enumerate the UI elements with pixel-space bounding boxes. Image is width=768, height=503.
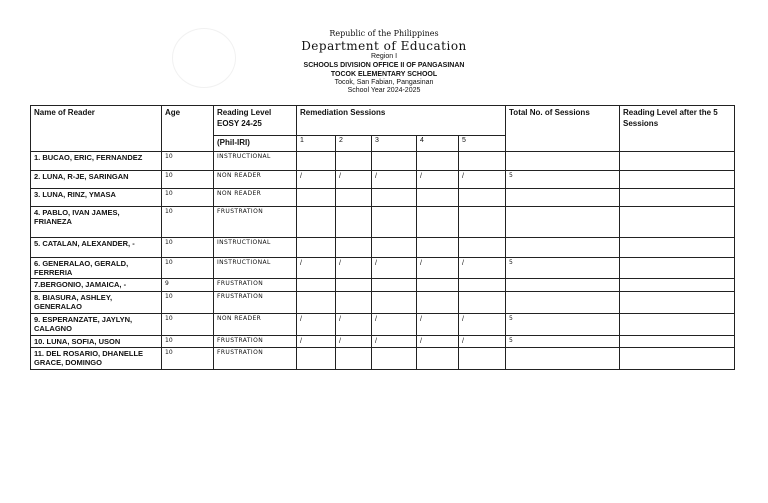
reading-level: FRUSTRATION	[214, 336, 297, 348]
session-mark	[417, 292, 459, 314]
reader-name: 3. LUNA, RINZ, YMASA	[31, 189, 162, 207]
session-mark	[297, 207, 336, 238]
reader-age: 10	[162, 189, 214, 207]
session-mark	[336, 238, 372, 258]
reading-level: FRUSTRATION	[214, 279, 297, 292]
reader-name: 4. PABLO, IVAN JAMES, FRIANEZA	[31, 207, 162, 238]
reader-name: 2. LUNA, R-JE, SARINGAN	[31, 171, 162, 189]
level-after	[620, 336, 735, 348]
session-mark: /	[459, 258, 506, 279]
total-sessions: 5	[506, 336, 620, 348]
col-header-after: Reading Level after the 5 Sessions	[620, 106, 735, 152]
table-row	[31, 207, 735, 238]
level-after	[620, 348, 735, 370]
reader-age: 10	[162, 314, 214, 336]
session-mark	[417, 238, 459, 258]
level-after	[620, 314, 735, 336]
session-mark	[336, 152, 372, 171]
table-row	[31, 292, 735, 314]
session-mark	[297, 189, 336, 207]
session-mark	[459, 279, 506, 292]
republic-line: Republic of the Philippines	[329, 29, 439, 38]
total-sessions	[506, 348, 620, 370]
session-mark: /	[336, 258, 372, 279]
total-sessions	[506, 207, 620, 238]
level-after	[620, 292, 735, 314]
session-mark	[372, 292, 417, 314]
total-sessions: 5	[506, 171, 620, 189]
session-mark	[336, 189, 372, 207]
session-mark	[372, 207, 417, 238]
reader-name: 7.BERGONIO, JAMAICA, -	[31, 279, 162, 292]
session-mark	[336, 292, 372, 314]
reader-name: 6. GENERALAO, GERALD, FERRERIA	[31, 258, 162, 279]
reader-age: 10	[162, 238, 214, 258]
session-mark	[459, 207, 506, 238]
reader-age: 10	[162, 207, 214, 238]
session-mark	[297, 348, 336, 370]
session-mark	[417, 279, 459, 292]
session-mark	[336, 279, 372, 292]
session-mark	[297, 152, 336, 171]
session-mark	[297, 238, 336, 258]
session-mark: /	[297, 314, 336, 336]
session-mark: /	[372, 336, 417, 348]
session-mark: /	[297, 258, 336, 279]
session-number: 3	[372, 136, 417, 152]
session-mark	[372, 238, 417, 258]
reader-name: 11. DEL ROSARIO, DHANELLE GRACE, DOMINGO	[31, 348, 162, 370]
region-line: Region I	[370, 53, 398, 60]
col-header-phil-iri: (Phil-IRI)	[214, 136, 297, 152]
reader-age: 10	[162, 152, 214, 171]
session-mark: /	[336, 336, 372, 348]
session-mark	[372, 152, 417, 171]
level-after	[620, 238, 735, 258]
session-mark	[417, 152, 459, 171]
reader-name: 9. ESPERANZATE, JAYLYN, CALAGNO	[31, 314, 162, 336]
session-mark: /	[336, 171, 372, 189]
school-name: TOCOK ELEMENTARY SCHOOL	[330, 71, 438, 78]
table-row	[31, 171, 735, 189]
session-number: 4	[417, 136, 459, 152]
session-mark	[459, 348, 506, 370]
reader-age: 10	[162, 258, 214, 279]
session-mark	[459, 238, 506, 258]
table-row	[31, 152, 735, 171]
reader-age: 9	[162, 279, 214, 292]
table-row	[31, 258, 735, 279]
reading-level: INSTRUCTIONAL	[214, 258, 297, 279]
session-mark	[297, 279, 336, 292]
session-mark: /	[297, 171, 336, 189]
session-mark	[372, 189, 417, 207]
total-sessions: 5	[506, 258, 620, 279]
table-row	[31, 189, 735, 207]
table-row	[31, 336, 735, 348]
level-after	[620, 189, 735, 207]
session-number: 1	[297, 136, 336, 152]
reading-level: FRUSTRATION	[214, 348, 297, 370]
session-mark: /	[459, 171, 506, 189]
session-mark	[372, 348, 417, 370]
school-address: Tocok, San Fabian, Pangasinan	[334, 79, 434, 86]
col-header-age: Age	[162, 106, 214, 152]
school-year: School Year 2024-2025	[347, 87, 421, 94]
level-after	[620, 152, 735, 171]
table-row	[31, 348, 735, 370]
total-sessions	[506, 279, 620, 292]
level-after	[620, 207, 735, 238]
reading-level: NON READER	[214, 189, 297, 207]
col-header-reading-level: Reading Level EOSY 24-25	[214, 106, 297, 136]
session-mark: /	[336, 314, 372, 336]
session-mark	[417, 348, 459, 370]
session-mark: /	[417, 171, 459, 189]
session-mark	[336, 348, 372, 370]
session-mark	[459, 189, 506, 207]
level-after	[620, 171, 735, 189]
session-mark: /	[417, 336, 459, 348]
total-sessions: 5	[506, 314, 620, 336]
readers-table	[30, 105, 735, 370]
reading-level: INSTRUCTIONAL	[214, 238, 297, 258]
reading-level: FRUSTRATION	[214, 292, 297, 314]
document-header	[0, 28, 768, 95]
table-row	[31, 314, 735, 336]
session-mark	[417, 189, 459, 207]
session-number: 5	[459, 136, 506, 152]
reading-level: NON READER	[214, 314, 297, 336]
session-mark	[417, 207, 459, 238]
total-sessions	[506, 189, 620, 207]
reader-name: 1. BUCAO, ERIC, FERNANDEZ	[31, 152, 162, 171]
reader-age: 10	[162, 292, 214, 314]
col-header-total: Total No. of Sessions	[506, 106, 620, 152]
reader-age: 10	[162, 171, 214, 189]
session-mark: /	[297, 336, 336, 348]
session-number: 2	[336, 136, 372, 152]
session-mark: /	[459, 314, 506, 336]
total-sessions	[506, 238, 620, 258]
level-after	[620, 258, 735, 279]
table-row	[31, 238, 735, 258]
session-mark	[459, 292, 506, 314]
session-mark: /	[372, 258, 417, 279]
level-after	[620, 279, 735, 292]
session-mark	[336, 207, 372, 238]
reader-age: 10	[162, 336, 214, 348]
session-mark	[372, 279, 417, 292]
department-title: Department of Education	[301, 39, 467, 53]
session-mark: /	[372, 314, 417, 336]
reader-name: 8. BIASURA, ASHLEY, GENERALAO	[31, 292, 162, 314]
session-mark: /	[417, 258, 459, 279]
reading-level: FRUSTRATION	[214, 207, 297, 238]
session-mark	[459, 152, 506, 171]
session-mark: /	[417, 314, 459, 336]
session-mark: /	[372, 171, 417, 189]
reader-name: 5. CATALAN, ALEXANDER, -	[31, 238, 162, 258]
reader-name: 10. LUNA, SOFIA, USON	[31, 336, 162, 348]
reading-level: INSTRUCTIONAL	[214, 152, 297, 171]
session-mark: /	[459, 336, 506, 348]
reader-age: 10	[162, 348, 214, 370]
table-row	[31, 279, 735, 292]
reading-level: NON READER	[214, 171, 297, 189]
session-mark	[297, 292, 336, 314]
division-line: SCHOOLS DIVISION OFFICE II OF PANGASINAN	[303, 62, 465, 69]
total-sessions	[506, 292, 620, 314]
col-header-sessions: Remediation Sessions	[297, 106, 506, 136]
total-sessions	[506, 152, 620, 171]
col-header-name: Name of Reader	[31, 106, 162, 152]
